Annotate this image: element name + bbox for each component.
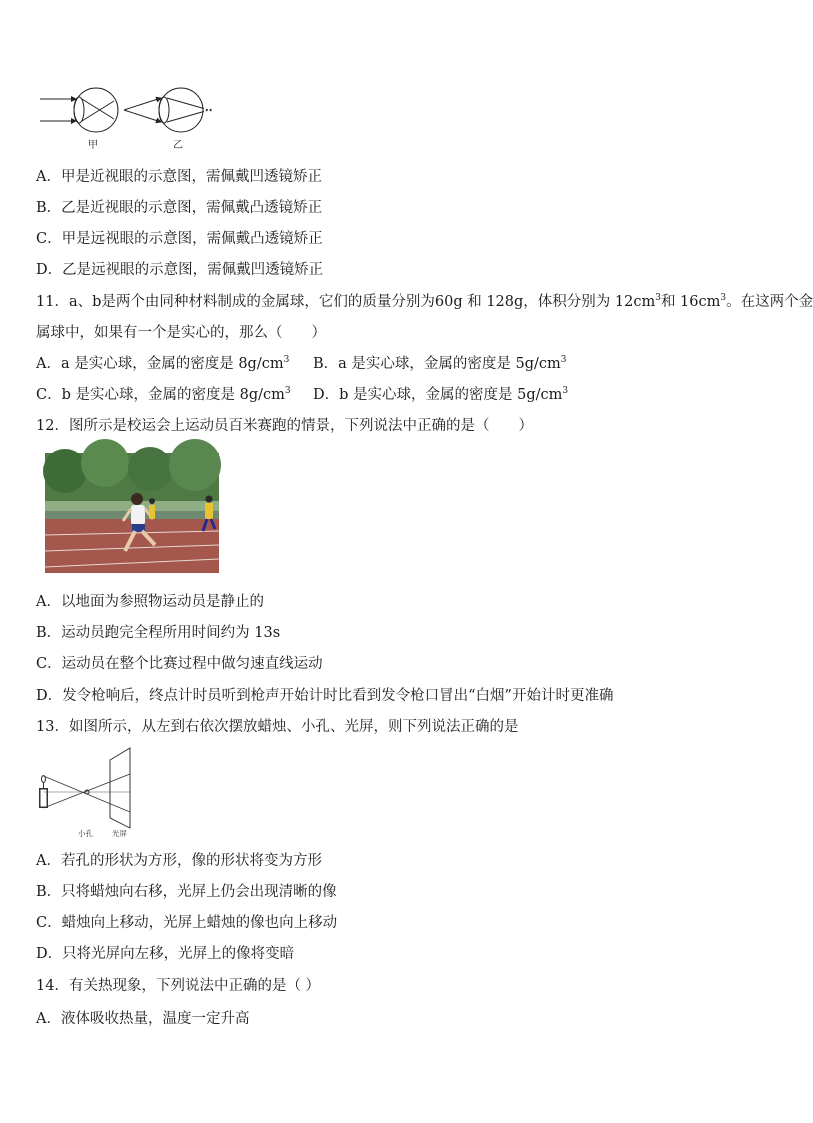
sprint-race-photo xyxy=(45,453,219,573)
q11-option-a: A．a 是实心球，金属的密度是 $8g/cm^3$ xyxy=(36,355,290,372)
q13-option-c: C．蜡烛向上移动，光屏上蜡烛的像也向上移动 xyxy=(36,915,338,931)
q13-stem: 13．如图所示，从左到右依次摆放蜡烛、小孔、光屏，则下列说法正确的是 xyxy=(36,719,519,735)
q13-option-b: B．只将蜡烛向右移，光屏上仍会出现清晰的像 xyxy=(36,884,337,900)
q12-option-c: C．运动员在整个比赛过程中做匀速直线运动 xyxy=(36,656,323,672)
pinhole-camera-figure xyxy=(36,746,146,842)
q12-option-d: D．发令枪响后，终点计时员听到枪声开始计时比看到发令枪口冒出“白烟”开始计时更准确 xyxy=(36,688,614,704)
q10-option-d: D．乙是远视眼的示意图，需佩戴凹透镜矫正 xyxy=(36,262,324,278)
q11-option-c: C．b 是实心球，金属的密度是 $8g/cm^3$ xyxy=(36,386,291,403)
screen-label: 光屏 xyxy=(112,829,127,838)
q11-option-d: D．b 是实心球，金属的密度是 $5g/cm^3$ xyxy=(313,386,569,403)
eye-left-diagram xyxy=(40,88,118,132)
q11-stem-line2: 属球中，如果有一个是实心的，那么（ ） xyxy=(36,325,326,341)
eye-left-label: 甲 xyxy=(88,140,98,151)
q12-option-a: A．以地面为参照物运动员是静止的 xyxy=(36,594,264,610)
q14-option-a: A．液体吸收热量，温度一定升高 xyxy=(36,1011,250,1027)
q11-option-b: B．a 是实心球，金属的密度是 $5g/cm^3$ xyxy=(313,355,567,372)
q12-stem: 12．图所示是校运会上运动员百米赛跑的情景，下列说法中正确的是（ ） xyxy=(36,418,533,434)
eye-diagram-figure xyxy=(36,86,226,154)
q13-option-d: D．只将光屏向左移，光屏上的像将变暗 xyxy=(36,946,295,962)
q10-option-a: A．甲是近视眼的示意图，需佩戴凹透镜矫正 xyxy=(36,169,322,185)
eye-right-label: 乙 xyxy=(173,140,183,151)
pinhole-label: 小孔 xyxy=(78,829,93,838)
eye-right-diagram xyxy=(124,88,212,132)
q10-option-b: B．乙是近视眼的示意图，需佩戴凸透镜矫正 xyxy=(36,200,323,216)
q11-stem-line1: 11．a、b是两个由同种材料制成的金属球，它们的质量分别为60g 和 128g，体积分别为 $12cm^3$和 $16cm^3$。在这两个金 xyxy=(36,293,813,310)
q13-option-a: A．若孔的形状为方形，像的形状将变为方形 xyxy=(36,853,322,869)
q10-option-c: C．甲是远视眼的示意图，需佩戴凸透镜矫正 xyxy=(36,231,323,247)
q12-option-b: B．运动员跑完全程所用时间约为 13s xyxy=(36,625,281,641)
q14-stem: 14．有关热现象，下列说法中正确的是（ ） xyxy=(36,978,321,994)
